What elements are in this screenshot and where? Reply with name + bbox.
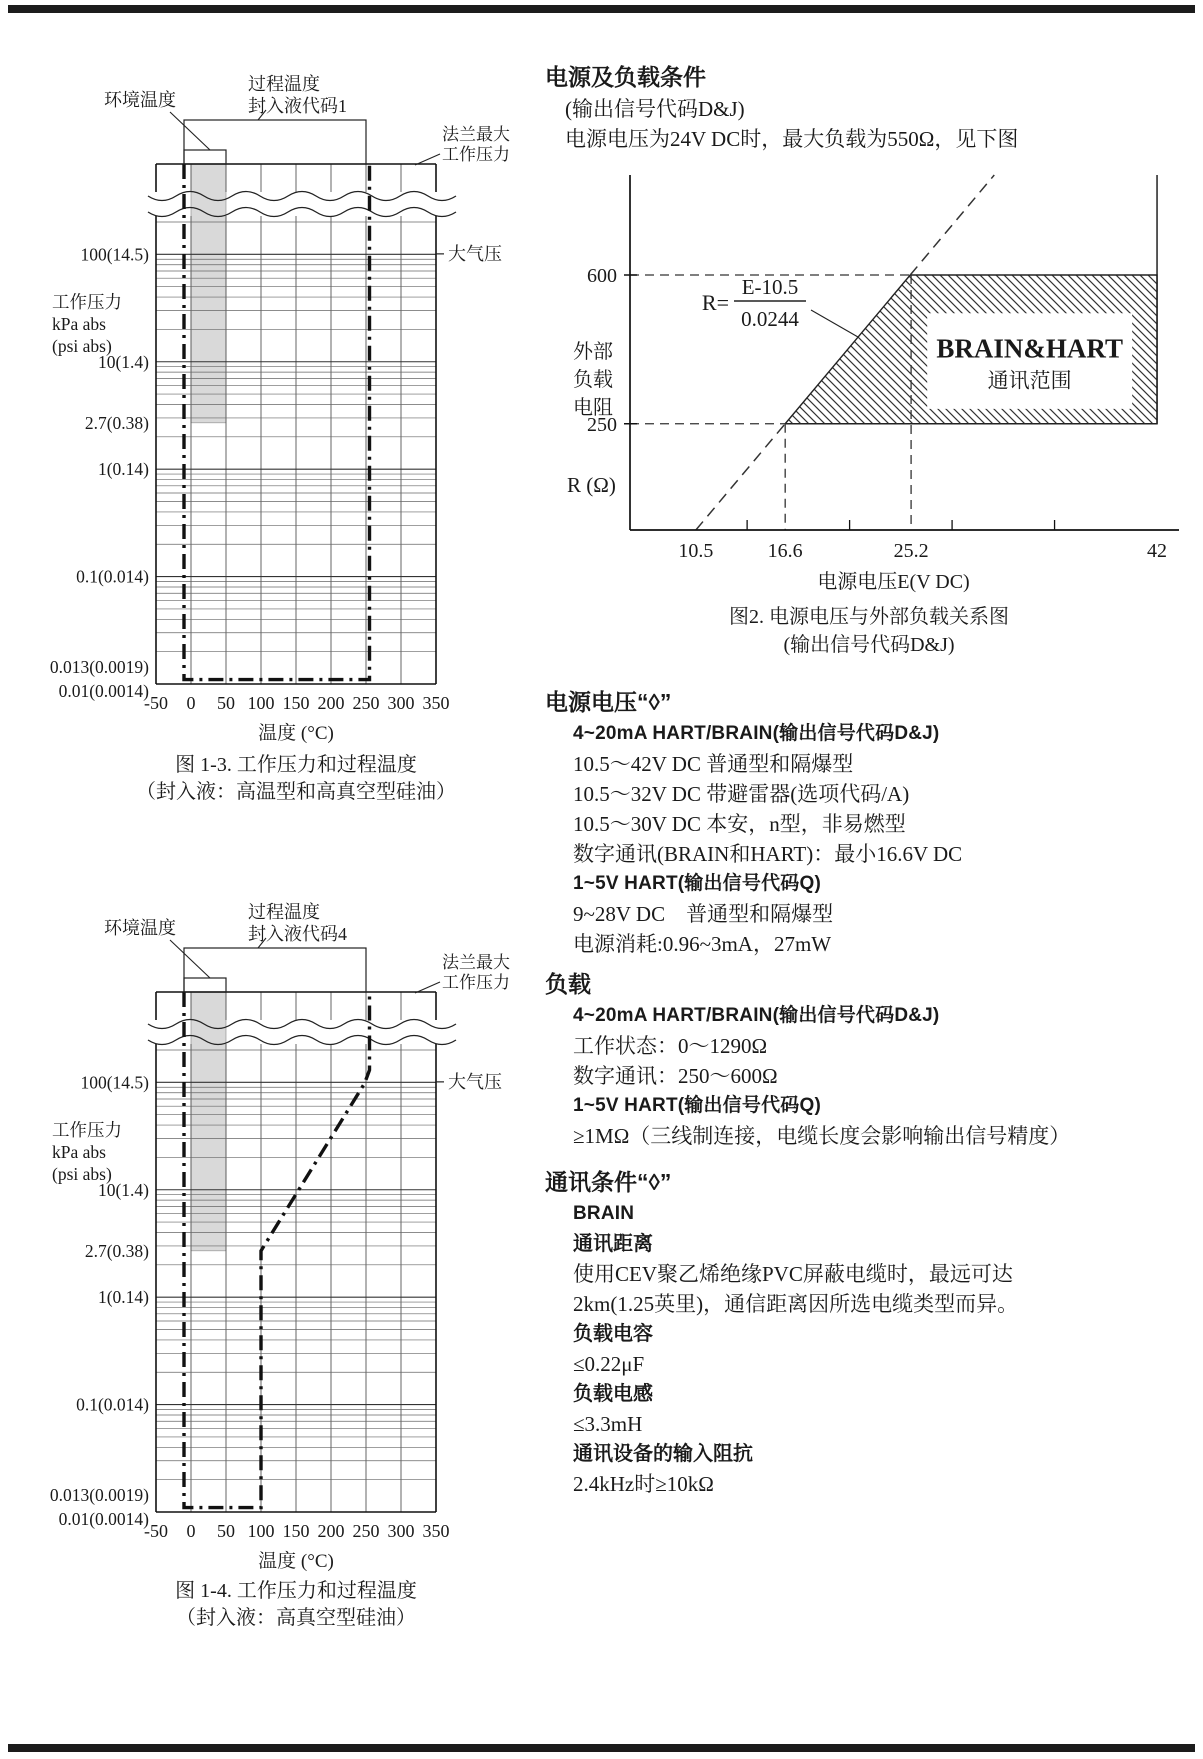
ambient-temperature-band <box>191 992 226 1251</box>
y-tick-label: 0.1(0.014) <box>76 1394 149 1415</box>
communication-distance-line-1: 使用CEV聚乙烯绝缘PVC屏蔽电缆时，最远可达 <box>573 1262 1013 1286</box>
fig-1-4-caption <box>46 1578 546 1632</box>
x-tick-label: 42 <box>1147 540 1168 562</box>
fig14-svg <box>18 892 518 1572</box>
fig-2-supply-voltage-load-chart <box>545 160 1195 603</box>
x-tick-label: 150 <box>282 1521 310 1541</box>
y-tick-label: 0.01(0.0014) <box>58 681 149 701</box>
y-axis-title: 工作压力 <box>52 292 122 312</box>
x-axis-title: 温度 (°C) <box>258 1551 334 1572</box>
section-power-load-title: 电源及负载条件 <box>545 64 706 90</box>
fig2-svg <box>545 160 1193 598</box>
ambient-temperature-box <box>184 978 226 992</box>
communication-sub-brain: BRAIN <box>573 1203 635 1224</box>
process-temperature-box <box>184 120 366 164</box>
x-tick-label: 300 <box>387 693 415 713</box>
formula-prefix: R= <box>701 290 729 315</box>
y-axis-title: (psi abs) <box>52 1164 112 1184</box>
y-tick-label: 0.013(0.0019) <box>49 1484 149 1505</box>
process-temperature-label: 过程温度 <box>248 74 320 94</box>
supply-voltage-line-3: 10.5～30V DC 本安，n型，非易燃型 <box>573 812 906 836</box>
supply-voltage-sub-4-20ma: 4~20mA HART/BRAIN(输出信号代码D&J) <box>573 723 940 744</box>
y-tick-label: 2.7(0.38) <box>84 1240 149 1261</box>
y-axis-title: kPa abs <box>52 314 106 334</box>
x-tick-label: 200 <box>317 1521 345 1541</box>
fig-1-4-caption-subtitle: （封入液：高真空型硅油） <box>176 1607 416 1629</box>
ambient-temperature-label: 环境温度 <box>104 918 176 938</box>
x-tick-label: -50 <box>144 693 168 713</box>
fig-1-3-caption-subtitle: （封入液：高温型和高真空型硅油） <box>136 781 456 803</box>
y-tick-label: 10(1.4) <box>97 1179 149 1200</box>
load-sub-1-5v: 1~5V HART(输出信号代码Q) <box>573 1095 821 1116</box>
y-tick-label: 0.01(0.0014) <box>58 1509 149 1529</box>
atmospheric-pressure-label: 大气压 <box>448 1071 502 1092</box>
load-line-3: ≥1MΩ（三线制连接，电缆长度会影响输出信号精度） <box>573 1124 1071 1148</box>
y-axis-unit-label: R (Ω) <box>567 473 616 497</box>
y-axis-title: 外部 <box>573 341 613 363</box>
x-tick-label: 25.2 <box>893 540 929 562</box>
x-tick-label: 0 <box>186 693 196 713</box>
fig-1-3-pressure-temperature-chart <box>18 64 518 749</box>
load-line-1: 工作状态：0～1290Ω <box>573 1034 768 1058</box>
flange-max-pressure-label: 工作压力 <box>442 145 510 164</box>
y-axis-title: (psi abs) <box>52 336 112 356</box>
formula-leader-line <box>811 310 858 337</box>
top-rule <box>8 5 1195 13</box>
load-inductance-heading: 负载电感 <box>573 1383 653 1405</box>
y-tick-label: 1(0.14) <box>97 1287 149 1308</box>
leader-line <box>170 940 210 978</box>
y-axis-title: kPa abs <box>52 1142 106 1162</box>
section-supply-voltage-title: 电源电压“◊” <box>545 689 672 715</box>
communication-distance-heading: 通讯距离 <box>573 1233 653 1255</box>
x-tick-label: 200 <box>317 693 345 713</box>
power-load-description: 电源电压为24V DC时，最大负载为550Ω，见下图 <box>565 127 1019 151</box>
section-load-title: 负载 <box>545 971 591 997</box>
y-tick-label: 100(14.5) <box>80 244 149 265</box>
x-tick-label: -50 <box>144 1521 168 1541</box>
ambient-temperature-label: 环境温度 <box>104 90 176 110</box>
bottom-rule <box>8 1744 1195 1752</box>
x-tick-label: 50 <box>217 693 235 713</box>
fig-1-4-caption-title: 图 1-4. 工作压力和过程温度 <box>175 1580 417 1602</box>
supply-voltage-line-5: 9~28V DC 普通型和隔爆型 <box>573 902 834 926</box>
fig-1-3-caption-title: 图 1-3. 工作压力和过程温度 <box>175 754 417 776</box>
x-tick-label: 100 <box>247 693 275 713</box>
x-axis-title: 温度 (°C) <box>258 723 334 744</box>
fill-fluid-code-label: 封入液代码4 <box>248 924 347 944</box>
process-temperature-box <box>184 948 366 992</box>
x-tick-label: 300 <box>387 1521 415 1541</box>
fig-1-4-pressure-temperature-chart <box>18 892 518 1577</box>
fig-2-caption <box>545 603 1193 659</box>
x-tick-label: 350 <box>422 1521 450 1541</box>
supply-voltage-line-1: 10.5～42V DC 普通型和隔爆型 <box>573 752 854 776</box>
y-axis-title: 工作压力 <box>52 1120 122 1140</box>
y-tick-label: 10(1.4) <box>97 351 149 372</box>
y-tick-label: 0.1(0.014) <box>76 566 149 587</box>
x-tick-label: 350 <box>422 693 450 713</box>
load-capacitance-heading: 负载电容 <box>573 1323 653 1345</box>
load-inductance-value: ≤3.3mH <box>573 1412 643 1436</box>
y-tick-label: 600 <box>587 265 617 287</box>
section-communication-title: 通讯条件“◊” <box>545 1169 672 1195</box>
y-tick-label: 0.013(0.0019) <box>49 656 149 677</box>
x-tick-label: 100 <box>247 1521 275 1541</box>
process-temperature-label: 过程温度 <box>248 902 320 922</box>
y-tick-label: 1(0.14) <box>97 459 149 480</box>
y-tick-label: 2.7(0.38) <box>84 412 149 433</box>
communication-range-label: 通讯范围 <box>987 368 1072 393</box>
x-tick-label: 50 <box>217 1521 235 1541</box>
right-column <box>545 60 1195 1499</box>
formula-numerator: E-10.5 <box>741 275 799 299</box>
supply-voltage-line-2: 10.5～32V DC 带避雷器(选项代码/A) <box>573 782 910 806</box>
input-impedance-value: 2.4kHz时≥10kΩ <box>573 1472 714 1496</box>
load-capacitance-value: ≤0.22μF <box>573 1352 645 1376</box>
leader-line <box>170 112 210 150</box>
fig-1-3-caption <box>46 752 546 806</box>
fig-2-caption-subtitle: (输出信号代码D&J) <box>783 634 955 656</box>
x-tick-label: 150 <box>282 693 310 713</box>
load-line-2: 数字通讯：250～600Ω <box>573 1064 778 1088</box>
atmospheric-pressure-label: 大气压 <box>448 243 502 264</box>
flange-max-pressure-label: 法兰最大 <box>442 953 510 972</box>
y-axis-title: 负载 <box>573 369 613 391</box>
y-tick-label: 100(14.5) <box>80 1072 149 1093</box>
flange-max-pressure-label: 法兰最大 <box>442 125 510 144</box>
power-load-signal-code: (输出信号代码D&J) <box>565 97 745 121</box>
x-tick-label: 250 <box>352 1521 380 1541</box>
input-impedance-heading: 通讯设备的输入阻抗 <box>573 1443 753 1465</box>
load-sub-4-20ma: 4~20mA HART/BRAIN(输出信号代码D&J) <box>573 1005 940 1026</box>
flange-max-pressure-label: 工作压力 <box>442 973 510 992</box>
load-line-diagonal <box>696 424 785 530</box>
x-tick-label: 16.6 <box>767 540 803 562</box>
supply-voltage-line-6: 电源消耗:0.96~3mA，27mW <box>573 932 832 956</box>
x-tick-label: 0 <box>186 1521 196 1541</box>
x-tick-label: 250 <box>352 693 380 713</box>
fill-fluid-code-label: 封入液代码1 <box>248 96 347 116</box>
formula-denominator: 0.0244 <box>741 307 799 331</box>
x-axis-title: 电源电压E(V DC) <box>817 571 970 593</box>
ambient-temperature-band <box>191 164 226 423</box>
fig13-svg <box>18 64 518 744</box>
fig-2-caption-title: 图2. 电源电压与外部负载关系图 <box>729 606 1009 628</box>
supply-voltage-sub-1-5v: 1~5V HART(输出信号代码Q) <box>573 873 821 894</box>
y-tick-label: 250 <box>587 413 617 436</box>
brain-hart-label: BRAIN&HART <box>936 333 1123 364</box>
ambient-temperature-box <box>184 150 226 164</box>
load-line-diagonal <box>910 175 994 275</box>
communication-distance-line-2: 2km(1.25英里)，通信距离因所选电缆类型而异。 <box>573 1292 1019 1316</box>
supply-voltage-line-4: 数字通讯(BRAIN和HART)：最小16.6V DC <box>573 842 963 866</box>
y-axis-title: 电阻 <box>573 397 613 419</box>
x-tick-label: 10.5 <box>678 540 714 562</box>
